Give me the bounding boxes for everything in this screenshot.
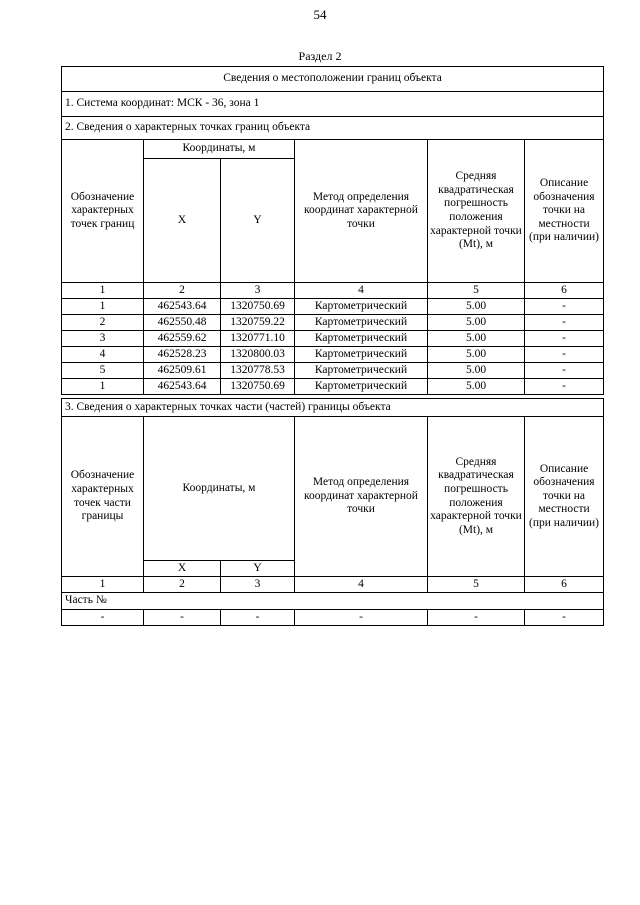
table-row xyxy=(62,299,604,315)
table-row xyxy=(62,315,604,331)
table-row xyxy=(62,347,604,363)
header-error: Средняя квадратическая погрешность положения характерной точки (Mt), м xyxy=(428,140,525,283)
column-number: 5 xyxy=(428,577,525,593)
point-id: 5 xyxy=(62,363,144,379)
method: Картометрический xyxy=(295,331,428,347)
error: 5.00 xyxy=(428,315,525,331)
section-title: Раздел 2 xyxy=(298,49,342,63)
table-row xyxy=(62,331,604,347)
table-row xyxy=(62,379,604,395)
column-number: 2 xyxy=(144,577,221,593)
description: - xyxy=(525,347,604,363)
error: 5.00 xyxy=(428,299,525,315)
coord-y: 1320759.22 xyxy=(221,315,295,331)
page-number: 54 xyxy=(313,7,327,22)
column-number: 4 xyxy=(295,283,428,299)
header-method: Метод определения координат характерной точки xyxy=(295,417,428,577)
numbering-row xyxy=(62,577,604,593)
description: - xyxy=(525,379,604,395)
header-description: Описание обозначения точки на местности (при наличии) xyxy=(525,140,604,283)
header-designation: Обозначение характерных точек части границы xyxy=(62,417,144,577)
coord-y: 1320800.03 xyxy=(221,347,295,363)
column-number: 3 xyxy=(221,577,295,593)
header-y: Y xyxy=(221,159,295,283)
table-row xyxy=(62,363,604,379)
boundary-table xyxy=(61,66,604,395)
header-designation: Обозначение характерных точек границ xyxy=(62,140,144,283)
point-id: 1 xyxy=(62,379,144,395)
method: Картометрический xyxy=(295,363,428,379)
coord-x: - xyxy=(144,610,221,626)
part3-title: 3. Сведения о характерных точках части (частей) границы объекта xyxy=(62,399,604,417)
point-id: 1 xyxy=(62,299,144,315)
point-id: 2 xyxy=(62,315,144,331)
column-number: 2 xyxy=(144,283,221,299)
coord-y: 1320750.69 xyxy=(221,299,295,315)
header-x: X xyxy=(144,159,221,283)
column-number: 5 xyxy=(428,283,525,299)
header-coordinates: Координаты, м xyxy=(144,417,295,561)
description: - xyxy=(525,315,604,331)
column-number: 6 xyxy=(525,283,604,299)
coord-y: 1320778.53 xyxy=(221,363,295,379)
coord-x: 462528.23 xyxy=(144,347,221,363)
header-coordinates: Координаты, м xyxy=(144,140,295,159)
error: 5.00 xyxy=(428,379,525,395)
column-number: 4 xyxy=(295,577,428,593)
description: - xyxy=(525,331,604,347)
header-x: X xyxy=(144,561,221,577)
description: - xyxy=(525,299,604,315)
error: 5.00 xyxy=(428,363,525,379)
method: Картометрический xyxy=(295,315,428,331)
method: Картометрический xyxy=(295,379,428,395)
coord-y: 1320750.69 xyxy=(221,379,295,395)
error: 5.00 xyxy=(428,347,525,363)
part2-title: 2. Сведения о характерных точках границ объекта xyxy=(62,117,604,140)
header-y: Y xyxy=(221,561,295,577)
column-number: 1 xyxy=(62,283,144,299)
coord-x: 462543.64 xyxy=(144,379,221,395)
description: - xyxy=(525,610,604,626)
error: 5.00 xyxy=(428,331,525,347)
point-id: - xyxy=(62,610,144,626)
point-id: 4 xyxy=(62,347,144,363)
method: - xyxy=(295,610,428,626)
part-label: Часть № xyxy=(62,593,604,610)
column-number: 3 xyxy=(221,283,295,299)
coordinate-system: 1. Система координат: МСК - 36, зона 1 xyxy=(62,92,604,117)
header-method: Метод определения координат характерной точки xyxy=(295,140,428,283)
coord-y: 1320771.10 xyxy=(221,331,295,347)
coord-x: 462559.62 xyxy=(144,331,221,347)
coord-x: 462543.64 xyxy=(144,299,221,315)
header-error: Средняя квадратическая погрешность положения характерной точки (Mt), м xyxy=(428,417,525,577)
header-description: Описание обозначения точки на местности (при наличии) xyxy=(525,417,604,577)
block-title: Сведения о местоположении границ объекта xyxy=(62,67,604,92)
description: - xyxy=(525,363,604,379)
column-number: 1 xyxy=(62,577,144,593)
numbering-row xyxy=(62,283,604,299)
table-row xyxy=(62,610,604,626)
method: Картометрический xyxy=(295,347,428,363)
error: - xyxy=(428,610,525,626)
part-boundary-table xyxy=(61,398,604,626)
method: Картометрический xyxy=(295,299,428,315)
column-number: 6 xyxy=(525,577,604,593)
coord-y: - xyxy=(221,610,295,626)
point-id: 3 xyxy=(62,331,144,347)
coord-x: 462509.61 xyxy=(144,363,221,379)
coord-x: 462550.48 xyxy=(144,315,221,331)
